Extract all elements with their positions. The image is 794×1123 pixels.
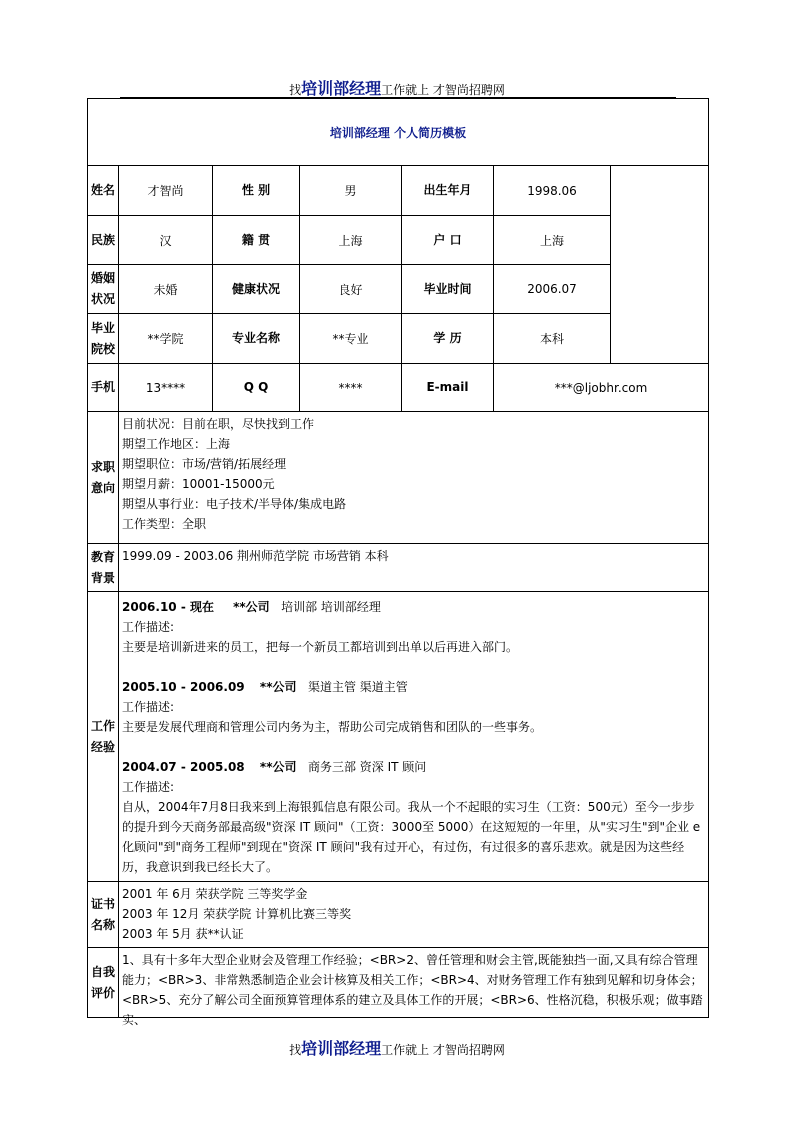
job-period: 2006.10 - 现在 (122, 600, 214, 614)
origin-value: 上海 (300, 216, 402, 265)
health-label: 健康状况 (213, 265, 300, 314)
header-suffix: 工作就上 才智尚招聘网 (381, 83, 505, 97)
footer-suffix: 工作就上 才智尚招聘网 (381, 1043, 505, 1057)
school-value: **学院 (119, 314, 213, 364)
certificates-label: 证书名称 (88, 882, 119, 948)
degree-value: 本科 (494, 314, 611, 364)
origin-label: 籍 贯 (213, 216, 300, 265)
certificates-content (119, 882, 709, 948)
phone-label: 手机 (88, 364, 119, 412)
certificate-line: 2003 年 5月 获**认证 (122, 927, 244, 941)
job-desc: 主要是培训新进来的员工，把每一个新员工都培训到出单以后再进入部门。 (122, 640, 519, 654)
marital-label: 婚姻状况 (88, 265, 119, 314)
gender-value: 男 (300, 166, 402, 216)
intent-line: 期望月薪：10001-15000元 (122, 477, 275, 491)
job-company: **公司 (233, 600, 270, 614)
intent-label: 求职意向 (88, 412, 119, 544)
intent-line: 期望从事行业：电子技术/半导体/集成电路 (122, 497, 347, 511)
grad-time-label: 毕业时间 (402, 265, 494, 314)
hukou-label: 户 口 (402, 216, 494, 265)
birth-value: 1998.06 (494, 166, 611, 216)
job-period: 2004.07 - 2005.08 (122, 760, 245, 774)
job-desc-label: 工作描述: (122, 620, 175, 634)
job-detail: 商务三部 资深 IT 顾问 (307, 760, 427, 774)
name-label: 姓名 (88, 166, 119, 216)
intent-line: 期望职位：市场/营销/拓展经理 (122, 457, 287, 471)
job-desc-label: 工作描述: (122, 700, 175, 714)
qq-value: **** (300, 364, 402, 412)
job-desc: 自从，2004年7月8日我来到上海银狐信息有限公司。我从一个不起眼的实习生（工资：500元）至今一步步的提升到今天商务部最高级"资深 IT 顾问"（工资：3000至 5000）在这短短的一年里，从"实习生"到"企业 e 化顾问"到"商务工程师"到现在"资深 IT 顾问"我有过开心，有过伤，有过很多的喜乐悲欢。就是因为这些经历，我意识到我已经长大了。 (122, 800, 701, 874)
email-value: ***@ljobhr.com (494, 364, 709, 412)
hukou-value: 上海 (494, 216, 611, 265)
certificate-line: 2001 年 6月 荣获学院 三等奖学金 (122, 887, 308, 901)
intent-line: 目前状况：目前在职，尽快找到工作 (122, 417, 315, 431)
marital-value: 未婚 (119, 265, 213, 314)
email-label: E-mail (402, 364, 494, 412)
birth-label: 出生年月 (402, 166, 494, 216)
footer-prefix: 找 (289, 1043, 302, 1057)
education-label: 教育背景 (88, 544, 119, 592)
education-content: 1999.09 - 2003.06 荆州师范学院 市场营销 本科 (119, 544, 709, 592)
self-eval-label: 自我评价 (88, 948, 119, 1018)
header-prefix: 找 (289, 83, 302, 97)
phone-value: 13**** (119, 364, 213, 412)
name-value: 才智尚 (119, 166, 213, 216)
major-value: **专业 (300, 314, 402, 364)
school-label: 毕业院校 (88, 314, 119, 364)
degree-label: 学 历 (402, 314, 494, 364)
health-value: 良好 (300, 265, 402, 314)
intent-line: 期望工作地区：上海 (122, 437, 231, 451)
intent-line: 工作类型：全职 (122, 517, 207, 531)
job-desc: 主要是发展代理商和管理公司内务为主，帮助公司完成销售和团队的一些事务。 (122, 720, 543, 734)
job-period: 2005.10 - 2006.09 (122, 680, 245, 694)
self-eval-content (119, 948, 709, 1027)
ethnic-label: 民族 (88, 216, 119, 265)
footer-highlight: 培训部经理 (301, 1039, 382, 1058)
job-header (122, 597, 705, 617)
certificate-line: 2003 年 12月 荣获学院 计算机比赛三等奖 (122, 907, 352, 921)
page-header (0, 76, 794, 99)
self-eval-text: 1、具有十多年大型企业财会及管理工作经验；<BR>2、曾任管理和财会主管,既能独挡一面,又具有综合管理能力；<BR>3、非常熟悉制造企业会计核算及相关工作；<BR>4、对财务管理工作有独到见解和切身体会；<BR>5、充分了解公司全面预算管理体系的建立及具体工作的开展；<BR>6、性格沉稳，积极乐观；做事踏实、 (122, 953, 703, 1027)
experience-label: 工作经验 (88, 592, 119, 882)
resume-table (87, 98, 709, 1027)
job-header (122, 757, 705, 777)
job-company: **公司 (259, 760, 297, 774)
grad-time-value: 2006.07 (494, 265, 611, 314)
resume-title: 培训部经理 个人简历模板 (88, 99, 709, 166)
qq-label: Q Q (213, 364, 300, 412)
experience-content (119, 592, 709, 882)
job-desc-label: 工作描述: (122, 780, 175, 794)
ethnic-value: 汉 (119, 216, 213, 265)
job-header (122, 677, 705, 697)
gender-label: 性 别 (213, 166, 300, 216)
major-label: 专业名称 (213, 314, 300, 364)
intent-content (119, 412, 709, 544)
job-detail: 培训部 培训部经理 (281, 600, 381, 614)
job-company: **公司 (259, 680, 297, 694)
job-detail: 渠道主管 渠道主管 (307, 680, 408, 694)
header-highlight: 培训部经理 (301, 79, 382, 98)
page-footer (0, 1036, 794, 1059)
photo-cell (611, 166, 709, 364)
